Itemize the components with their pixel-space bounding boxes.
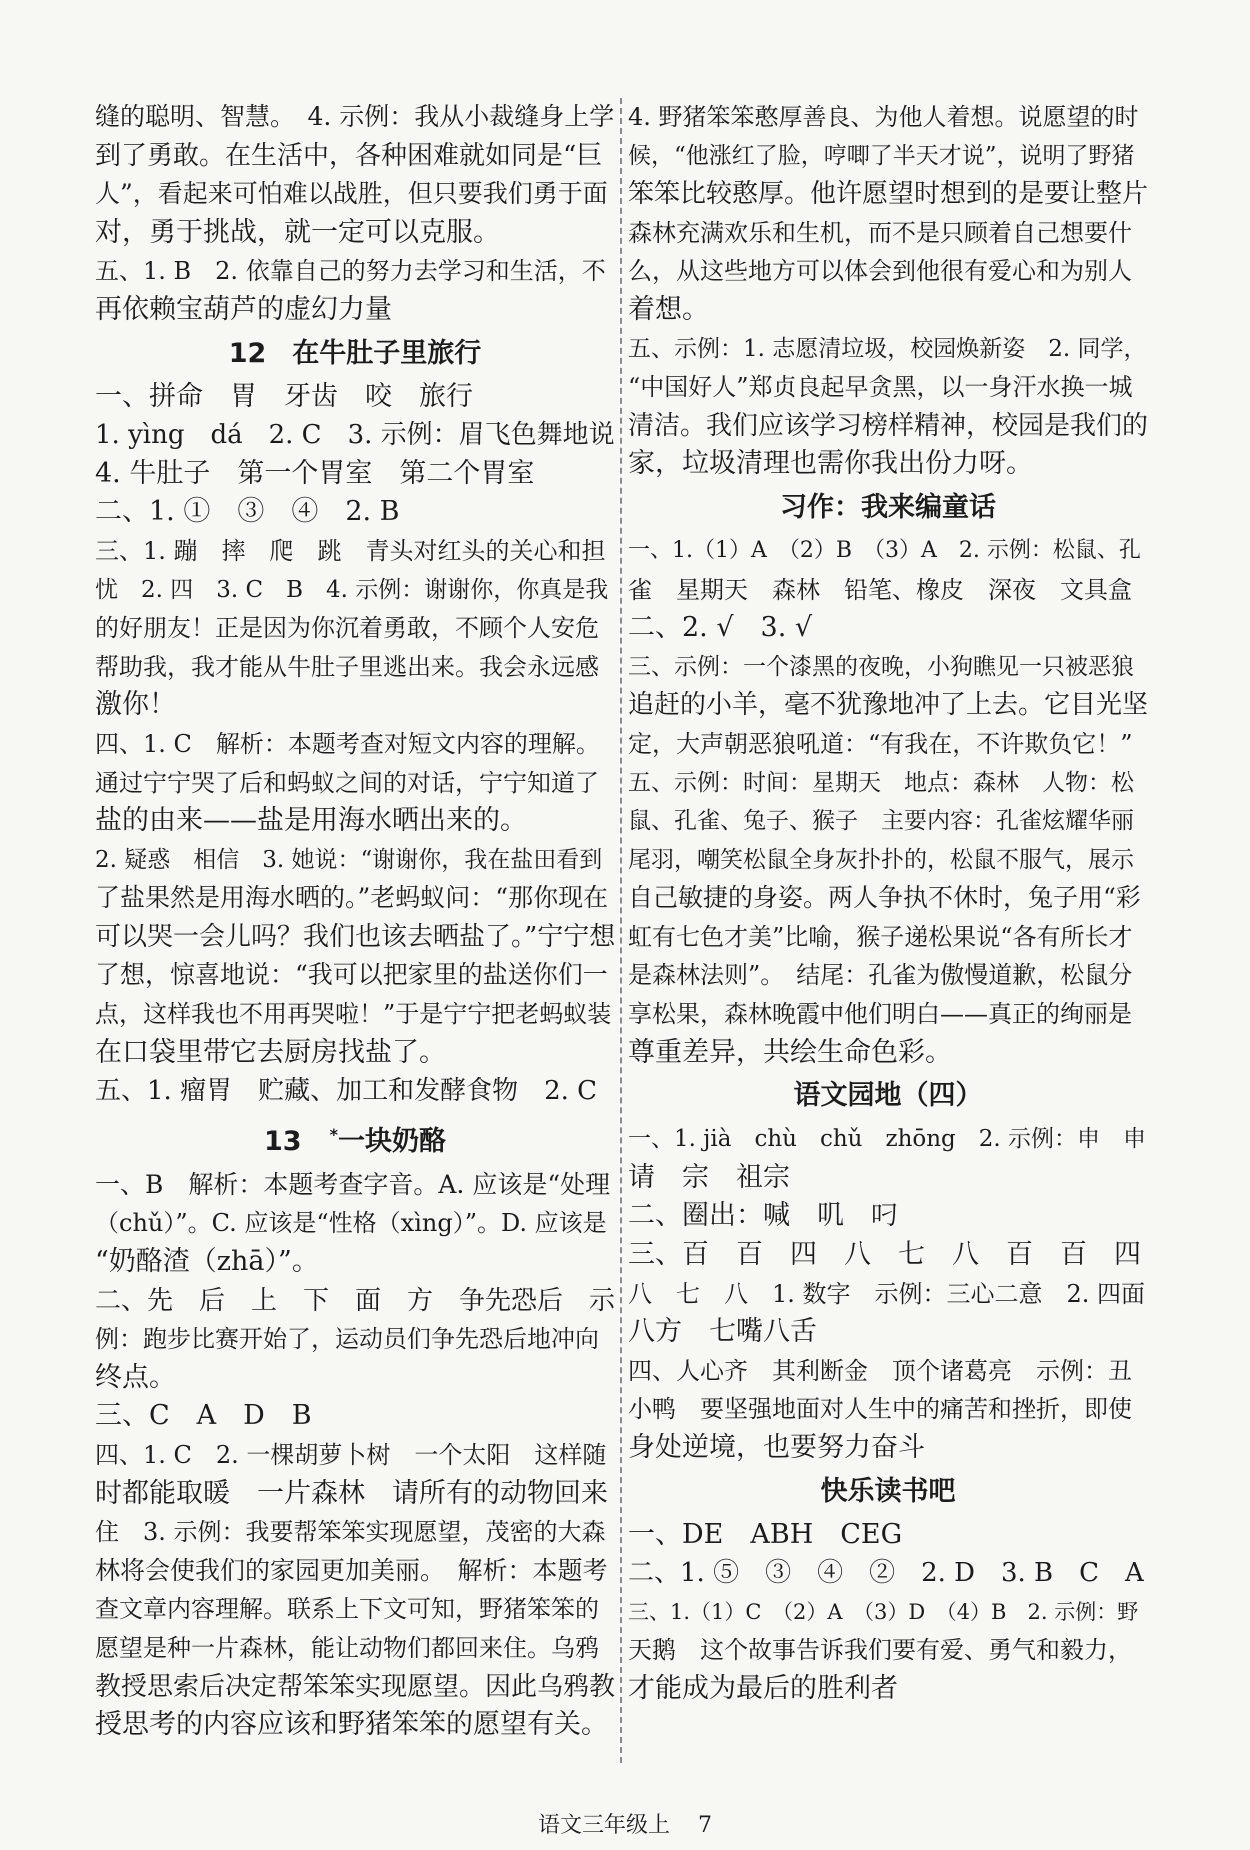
answer-line: 帮助我，我才能从牛肚子里逃出来。我会永远感 [95, 652, 599, 681]
answer-line: 二、先 后 上 下 面 方 争先恐后 示 [95, 1285, 616, 1316]
answer-line: 一、B 解析：本题考查字音。A. 应该是“处理 [95, 1169, 611, 1199]
right-column [628, 98, 1148, 1709]
answer-line: 再依赖宝葫芦的虚幻力量 [95, 293, 392, 325]
answer-line: 么，从这些地方可以体会到他很有爱心和为别人 [628, 257, 1132, 286]
answer-line: 二、1. ⑤ ③ ④ ② 2. D 3. B C A [628, 1558, 1144, 1589]
answer-line: 候，“他涨红了脸，哼唧了半天才说”，说明了野猪 [628, 142, 1135, 169]
answer-line: 五、示例：1. 志愿清垃圾，校园焕新姿 2. 同学， [628, 335, 1147, 362]
answer-line: 可以哭一会儿吗？我们也该去晒盐了。”宁宁想 [95, 921, 616, 952]
answer-line: 2. 疑惑 相信 3. 她说：“谢谢你，我在盐田看到 [95, 846, 603, 873]
answer-line: “奶酪渣（zhā）”。 [95, 1246, 319, 1278]
answer-line: 八 七 八 1. 数字 示例：三心二意 2. 四面 [628, 1279, 1146, 1308]
answer-line: 天鹅 这个故事告诉我们要有爱、勇气和毅力， [628, 1636, 1132, 1665]
answer-line: 激你！ [95, 689, 176, 721]
answer-line: 尾羽，嘲笑松鼠全身灰扑扑的，松鼠不服气，展示 [628, 846, 1134, 873]
section-heading [95, 1115, 615, 1162]
section-heading [95, 334, 615, 374]
answer-line: 终点。 [95, 1361, 176, 1393]
answer-line: 愿望是种一片森林，能让动物们都回来住。乌鸦 [95, 1633, 599, 1662]
answer-line: 身处逆境，也要努力奋斗 [628, 1432, 925, 1463]
answer-line: 才能成为最后的胜利者 [628, 1672, 898, 1704]
section-title: 快乐读书吧 [820, 1475, 956, 1507]
answer-line: 鼠、孔雀、兔子、猴子 主要内容：孔雀炫耀华丽 [628, 808, 1134, 835]
section-title: 习作：我来编童话 [780, 491, 996, 523]
answer-line: 缝的聪明、智慧。 4. 示例：我从小裁缝身上学 [95, 102, 615, 131]
answer-line: 忧 2. 四 3. C B 4. 示例：谢谢你，你真是我 [95, 576, 609, 603]
answer-line: 三、示例：一个漆黑的夜晚，小狗瞧见一只被恶狼 [628, 653, 1134, 680]
answer-line: 例：跑步比赛开始了，运动员们争先恐后地冲向 [95, 1325, 599, 1354]
answer-line: 享松果，森林晚霞中他们明白——真正的绚丽是 [628, 1000, 1132, 1029]
answer-line: 小鸭 要坚强地面对人生中的痛苦和挫折，即使 [628, 1395, 1132, 1424]
answer-line: 通过宁宁哭了后和蚂蚁之间的对话，宁宁知道了 [95, 768, 599, 797]
section-heading [628, 1472, 1148, 1512]
answer-line: 对，勇于挑战，就一定可以克服。 [95, 216, 500, 248]
answer-line: 虹有七色才美”比喻，猴子递松果说“各有所长才 [628, 922, 1133, 951]
answer-line: 追赶的小羊，毫不犹豫地冲了上去。它目光坚 [628, 690, 1149, 721]
answer-line: 森林充满欢乐和生机，而不是只顾着自己想要什 [628, 218, 1132, 247]
answer-line: 4. 野猪笨笨憨厚善良、为他人着想。说愿望的时 [628, 103, 1139, 131]
answer-line: 四、1. C 解析：本题考查对短文内容的理解。 [95, 729, 600, 758]
answer-line: 点，这样我也不用再哭啦！”于是宁宁把老蚂蚁装 [95, 1000, 612, 1029]
answer-line: 雀 星期天 森林 铅笔、橡皮 深夜 文具盒 [628, 575, 1132, 604]
answer-line: 定，大声朝恶狼吼道：“有我在，不许欺负它！” [628, 729, 1133, 758]
answer-line: “中国好人”郑贞良起早贪黑，以一身汗水换一城 [628, 373, 1133, 402]
footer-subject: 语文三年级上 [537, 1813, 670, 1838]
answer-line: 清洁。我们应该学习榜样精神，校园是我们的 [628, 410, 1149, 441]
answer-line: 二、2. √ 3. √ [628, 612, 813, 644]
answer-line: 五、1. B 2. 依靠自己的努力去学习和生活，不 [95, 257, 606, 286]
answer-line: 着想。 [628, 293, 709, 325]
answer-line: 三、C A D B [95, 1400, 312, 1432]
section-title: 语文园地（四） [793, 1080, 983, 1112]
answer-line: 的好朋友！正是因为你沉着勇敢，不顾个人安危 [95, 614, 599, 643]
page-footer [0, 1808, 1250, 1839]
answer-line: 二、圈出：喊 叽 叼 [628, 1200, 898, 1232]
answer-line: 了盐果然是用海水晒的。”老蚂蚁问：“那你现在 [95, 883, 609, 913]
page-number: 7 [698, 1813, 712, 1838]
answer-line: 1. yìng dá 2. C 3. 示例：眉飞色舞地说 [95, 420, 615, 451]
answer-line: 授思考的内容应该和野猪笨笨的愿望有关。 [95, 1709, 608, 1741]
answer-line: 到了勇敢。在生活中，各种困难就如同是“巨 [95, 140, 603, 171]
answer-line: 教授思索后决定帮笨笨实现愿望。因此乌鸦教 [95, 1671, 616, 1702]
answer-line: 查文章内容理解。联系上下文可知，野猪笨笨的 [95, 1595, 599, 1624]
answer-line: 四、1. C 2. 一棵胡萝卜树 一个太阳 这样随 [95, 1441, 607, 1469]
answer-line: 时都能取暖 一片森林 请所有的动物回来 [95, 1477, 608, 1509]
left-column [95, 98, 615, 1745]
answer-line: 请 宗 祖宗 [628, 1161, 790, 1193]
column-divider [620, 98, 622, 1763]
optional-lesson-mark: * [329, 1124, 338, 1144]
answer-line: 家，垃圾清理也需你我出份力呀。 [628, 448, 1033, 480]
answer-line: 三、百 百 四 八 七 八 百 百 四 [628, 1239, 1141, 1271]
answer-line: 一、拼命 胃 牙齿 咬 旅行 [95, 380, 473, 412]
answer-line: 二、1. ① ③ ④ 2. B [95, 496, 400, 528]
answer-line: （chǔ）”。C. 应该是“性格（xìng）”。D. 应该是 [95, 1209, 607, 1238]
section-title: 一块奶酪 [337, 1125, 446, 1157]
answer-line: 一、1. jià chù chǔ zhōng 2. 示例：申 申 [628, 1126, 1147, 1153]
answer-line: 是森林法则”。 结尾：孔雀为傲慢道歉，松鼠分 [628, 961, 1133, 990]
answer-line: 三、1.（1）C （2）A （3）D （4）B 2. 示例：野 [628, 1599, 1139, 1624]
answer-line: 三、1. 蹦 摔 爬 跳 青头对红头的关心和担 [95, 536, 606, 565]
answer-line: 了想，惊喜地说：“我可以把家里的盐送你们一 [95, 960, 608, 990]
answer-line: 林将会使我们的家园更加美丽。 解析：本题考 [95, 1555, 608, 1585]
answer-line: 尊重差异，共绘生命色彩。 [628, 1036, 952, 1068]
answer-line: 自己敏捷的身姿。两人争执不休时，兔子用“彩 [628, 883, 1141, 913]
answer-line: 一、DE ABH CEG [628, 1518, 903, 1550]
answer-line: 笨笨比较憨厚。他许愿望时想到的是要让整片 [628, 179, 1149, 210]
section-title: 在牛肚子里旅行 [292, 337, 482, 369]
answer-line: 人”，看起来可怕难以战胜，但只要我们勇于面 [95, 179, 608, 209]
answer-line: 在口袋里带它去厨房找盐了。 [95, 1036, 446, 1068]
answer-line: 4. 牛肚子 第一个胃室 第二个胃室 [95, 457, 535, 489]
section-heading [628, 488, 1148, 528]
answer-line: 五、示例：时间：星期天 地点：森林 人物：松 [628, 769, 1134, 796]
answer-line: 八方 七嘴八舌 [628, 1316, 817, 1348]
answer-line: 盐的由来——盐是用海水晒出来的。 [95, 805, 527, 837]
section-heading [628, 1076, 1148, 1116]
answer-line: 一、1.（1）A （2）B （3）A 2. 示例：松鼠、孔 [628, 537, 1141, 563]
answer-line: 四、人心齐 其利断金 顶个诸葛亮 示例：丑 [628, 1356, 1132, 1385]
answer-line: 住 3. 示例：我要帮笨笨实现愿望，茂密的大森 [95, 1518, 606, 1547]
lesson-number: 13 [264, 1125, 302, 1157]
answer-line: 五、1. 瘤胃 贮藏、加工和发酵食物 2. C [95, 1076, 598, 1107]
lesson-number: 12 [228, 337, 267, 369]
